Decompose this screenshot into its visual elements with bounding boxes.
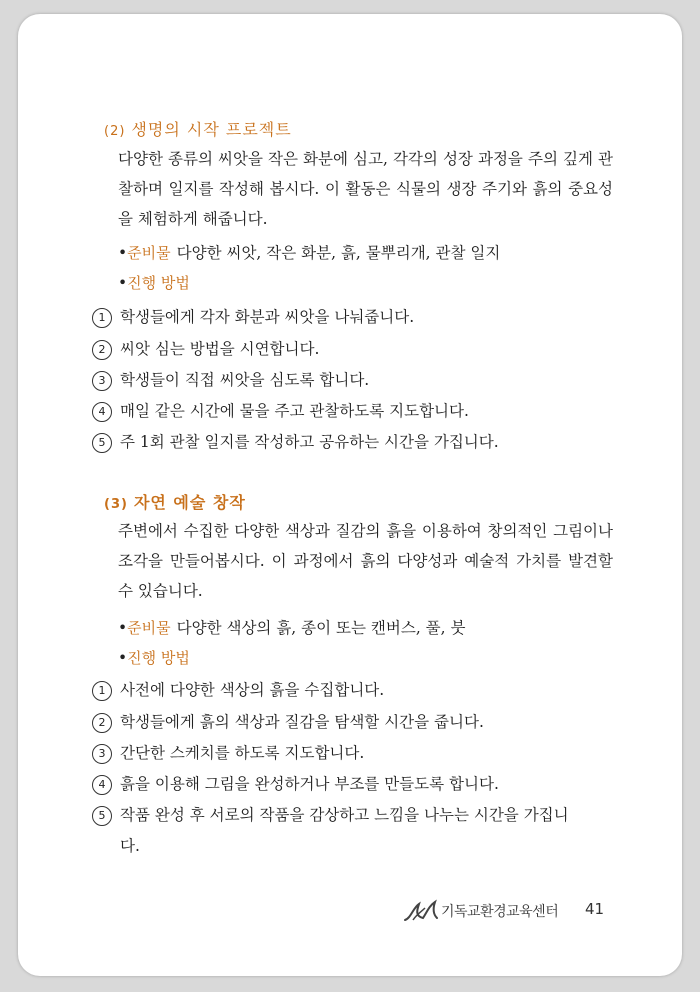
list-item — [92, 803, 569, 826]
step-number: 1 — [92, 681, 112, 701]
section-2-materials: •준비물 다양한 씨앗, 작은 화분, 흙, 물뿌리개, 관찰 일지 — [118, 244, 501, 262]
section-3-paragraph: 주변에서 수집한 다양한 색상과 질감의 흙을 이용하여 창의적인 그림이나 조각을 만들어봅시다. 이 과정에서 흙의 다양성과 예술적 가치를 발견할 수 있습니다. — [118, 522, 613, 600]
materials-label: 준비물 — [127, 244, 171, 262]
section-2-heading — [104, 117, 292, 140]
section-3-method: •진행 방법 — [118, 649, 190, 667]
section-3-number: (3) — [104, 497, 128, 512]
step-number: 5 — [92, 433, 112, 453]
list-item — [92, 741, 364, 764]
section-2-paragraph: 다양한 종류의 씨앗을 작은 화분에 심고, 각각의 성장 과정을 주의 깊게 관찰하며 일지를 작성해 봅시다. 이 활동은 식물의 생장 주기와 흙의 중요성을 체험하게 해줍니다. — [118, 150, 613, 228]
org-name: 기독교환경교육센터 — [441, 904, 559, 920]
section-2-method: •진행 방법 — [118, 274, 190, 292]
list-item — [92, 368, 369, 391]
step-number: 2 — [92, 340, 112, 360]
step-number: 4 — [92, 775, 112, 795]
step-number: 5 — [92, 806, 112, 826]
step-text-continuation: 다. — [120, 837, 140, 855]
step-number: 1 — [92, 308, 112, 328]
section-2-title: 생명의 시작 프로젝트 — [131, 120, 292, 139]
step-text: 학생들에게 각자 화분과 씨앗을 나눠줍니다. — [120, 308, 415, 326]
method-label: 진행 방법 — [127, 274, 190, 292]
step-number: 3 — [92, 371, 112, 391]
footer — [403, 898, 558, 924]
list-item — [92, 337, 319, 360]
step-text: 매일 같은 시간에 물을 주고 관찰하도록 지도합니다. — [120, 402, 469, 420]
step-text: 학생들이 직접 씨앗을 심도록 합니다. — [120, 371, 370, 389]
step-text: 주 1회 관찰 일지를 작성하고 공유하는 시간을 가집니다. — [120, 433, 499, 451]
leaf-logo-icon — [403, 898, 439, 924]
step-number: 3 — [92, 744, 112, 764]
page-number: 41 — [585, 900, 605, 918]
step-text: 작품 완성 후 서로의 작품을 감상하고 느낌을 나누는 시간을 가집니 — [120, 806, 569, 824]
list-item — [92, 710, 484, 733]
section-3-title: 자연 예술 창작 — [133, 493, 246, 512]
step-text: 학생들에게 흙의 색상과 질감을 탐색할 시간을 줍니다. — [120, 713, 484, 731]
step-text: 흙을 이용해 그림을 완성하거나 부조를 만들도록 합니다. — [120, 775, 499, 793]
materials-text: 다양한 씨앗, 작은 화분, 흙, 물뿌리개, 관찰 일지 — [176, 244, 501, 262]
list-item — [92, 305, 414, 328]
step-number: 2 — [92, 713, 112, 733]
materials-label: 준비물 — [127, 619, 171, 637]
step-text: 씨앗 심는 방법을 시연합니다. — [120, 340, 320, 358]
list-item — [92, 399, 469, 422]
section-3-materials: •준비물 다양한 색상의 흙, 종이 또는 캔버스, 풀, 붓 — [118, 619, 466, 637]
list-item — [92, 430, 499, 453]
section-3-heading — [104, 490, 246, 513]
method-label: 진행 방법 — [127, 649, 190, 667]
step-text: 사전에 다양한 색상의 흙을 수집합니다. — [120, 681, 385, 699]
section-2-number: (2) — [104, 124, 126, 139]
list-item — [92, 678, 384, 701]
materials-text: 다양한 색상의 흙, 종이 또는 캔버스, 풀, 붓 — [176, 619, 466, 637]
step-text: 간단한 스케치를 하도록 지도합니다. — [120, 744, 365, 762]
list-item — [92, 772, 499, 795]
step-number: 4 — [92, 402, 112, 422]
